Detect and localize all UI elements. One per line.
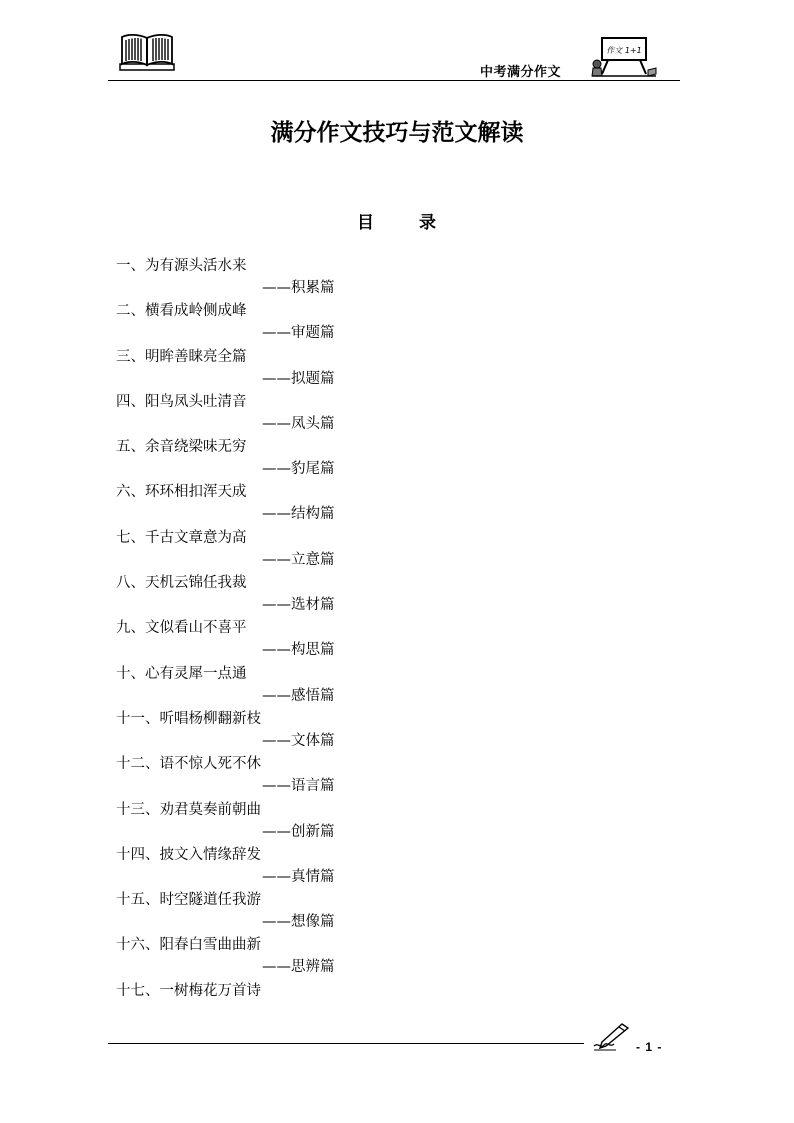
toc-entry-subtitle: ——积累篇 <box>262 280 335 296</box>
toc-entry-title: 十、心有灵犀一点通 <box>116 665 247 682</box>
toc-entry <box>116 437 516 482</box>
page-number: - 1 - <box>636 1040 663 1054</box>
footer-rule <box>108 1043 584 1044</box>
pen-writing-icon <box>592 1022 632 1052</box>
board-text: 作文 1+1 <box>606 46 642 55</box>
toc-entry <box>116 482 516 527</box>
blackboard-logo-icon <box>588 34 658 78</box>
book-logo-icon <box>118 30 176 74</box>
table-of-contents <box>116 256 516 1026</box>
toc-entry-subtitle: ——立意篇 <box>262 551 335 568</box>
toc-entry-subtitle: ——真情篇 <box>262 868 335 885</box>
toc-entry-subtitle: ——想像篇 <box>262 914 335 931</box>
toc-entry-title: 八、天机云锦任我裁 <box>116 575 247 592</box>
toc-entry-title: 九、文似看山不喜平 <box>116 620 247 637</box>
toc-entry-subtitle: ——选材篇 <box>262 597 335 614</box>
toc-entry-title: 十三、劝君莫奏前朝曲 <box>116 801 261 818</box>
toc-entry-subtitle: ——拟题篇 <box>262 370 335 387</box>
toc-entry-subtitle: ——文体篇 <box>262 732 335 749</box>
toc-entry <box>116 754 516 799</box>
toc-entry-title: 二、横看成岭侧成峰 <box>116 303 247 320</box>
header-rule <box>108 80 680 81</box>
toc-entry-title: 四、阳鸟凤头吐清音 <box>116 393 247 410</box>
toc-entry <box>116 301 516 346</box>
toc-heading-right: 录 <box>419 213 436 233</box>
toc-entry-subtitle: ——思辨篇 <box>262 959 335 976</box>
toc-entry <box>116 528 516 573</box>
toc-entry <box>116 664 516 709</box>
toc-entry-title: 十六、阳春白雪曲曲新 <box>116 937 261 954</box>
toc-entry <box>116 935 516 980</box>
toc-entry-subtitle: ——审题篇 <box>262 325 335 342</box>
toc-entry-title: 十五、时空隧道任我游 <box>116 892 261 909</box>
toc-entry-subtitle: ——结构篇 <box>262 506 335 523</box>
toc-entry-subtitle: ——凤头篇 <box>262 415 335 432</box>
toc-entry-subtitle: ——构思篇 <box>262 642 335 659</box>
toc-entry <box>116 800 516 845</box>
toc-entry-title: 三、明眸善睐亮全篇 <box>116 348 247 365</box>
toc-entry-subtitle: ——感悟篇 <box>262 687 335 704</box>
toc-entry-title: 六、环环相扣浑天成 <box>116 484 247 501</box>
toc-entry <box>116 709 516 754</box>
toc-heading <box>357 208 436 233</box>
toc-entry <box>116 392 516 437</box>
toc-entry-title: 一、为有源头活水来 <box>116 258 247 274</box>
toc-entry <box>116 845 516 890</box>
toc-entry <box>116 618 516 663</box>
toc-entry-title: 十二、语不惊人死不休 <box>116 756 261 773</box>
toc-entry-subtitle: ——豹尾篇 <box>262 461 335 478</box>
toc-entry <box>116 981 516 1026</box>
header-label: 中考满分作文 <box>480 65 562 80</box>
toc-heading-left: 目 <box>357 213 374 233</box>
document-title: 满分作文技巧与范文解读 <box>270 119 524 146</box>
toc-entry <box>116 573 516 618</box>
toc-entry <box>116 256 516 301</box>
toc-entry-title: 十七、一树梅花万首诗 <box>116 982 261 999</box>
toc-entry-title: 五、余音绕梁味无穷 <box>116 439 247 456</box>
toc-entry <box>116 890 516 935</box>
toc-entry <box>116 347 516 392</box>
toc-entry-subtitle: ——创新篇 <box>262 823 335 840</box>
toc-entry-title: 十一、听唱杨柳翻新枝 <box>116 710 261 727</box>
toc-entry-title: 七、千古文章意为高 <box>116 529 247 546</box>
toc-entry-subtitle: ——语言篇 <box>262 778 335 795</box>
toc-entry-title: 十四、披文入情缘辞发 <box>116 846 261 863</box>
